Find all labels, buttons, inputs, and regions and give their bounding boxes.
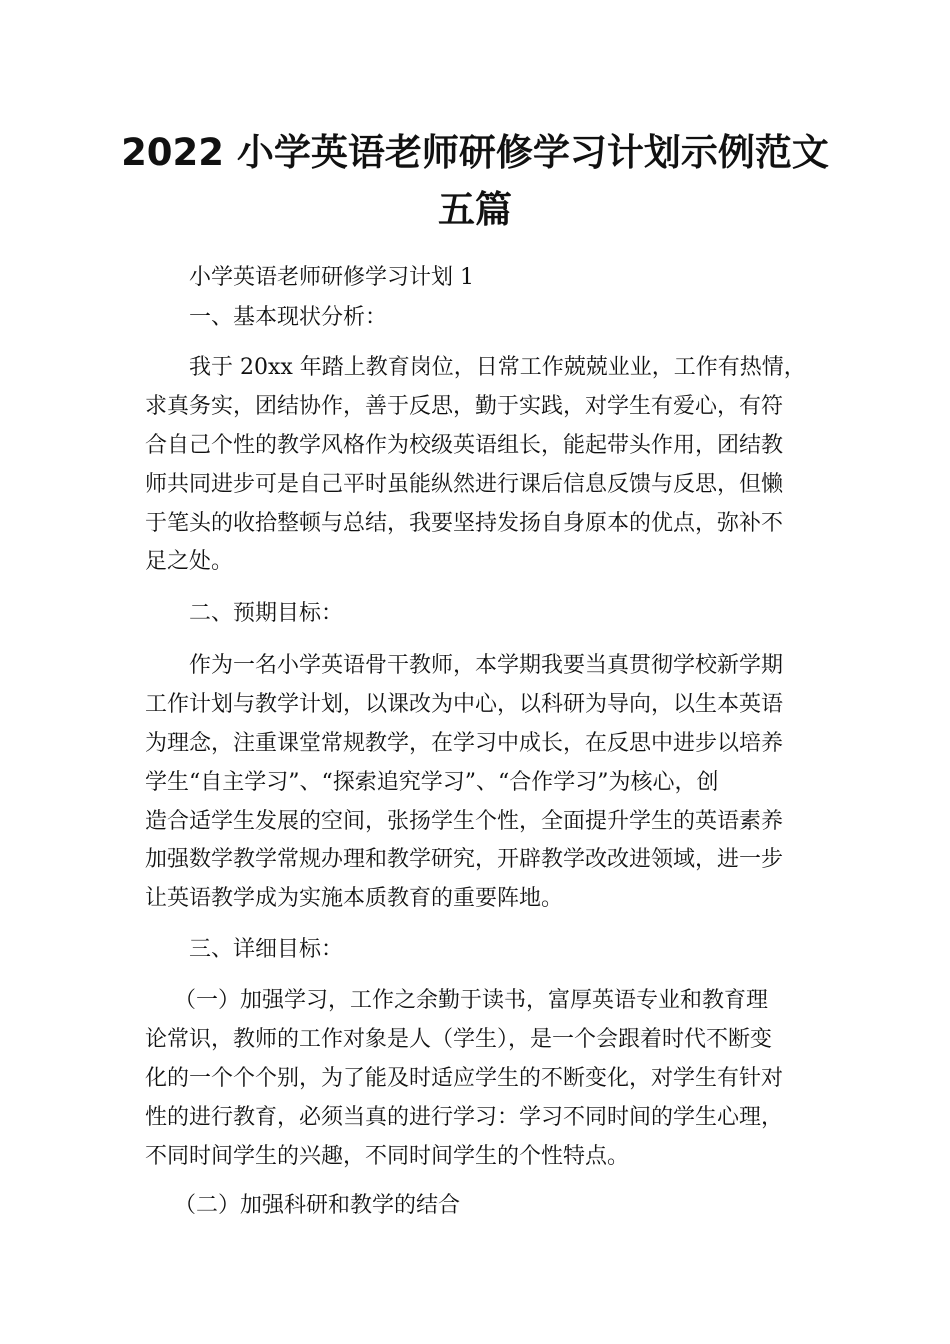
section-3-item-1-paragraph	[145, 982, 805, 1176]
section-3-heading: 三、详细目标：	[189, 937, 344, 962]
paragraph-line: 工作计划与教学计划，以课改为中心，以科研为导向，以生本英语	[145, 691, 784, 717]
paragraph-line: 足之处。	[145, 549, 234, 575]
paragraph-line: 为理念，注重课堂常规教学，在学习中成长，在反思中进步以培养	[145, 730, 784, 756]
paragraph-line: 造合适学生发展的空间，张扬学生个性，全面提升学生的英语素养	[145, 808, 784, 834]
section-2-paragraph	[145, 647, 805, 919]
paragraph-line: 让英语教学成为实施本质教育的重要阵地。	[145, 886, 564, 912]
paragraph-line: 我于 20xx 年踏上教育岗位，日常工作兢兢业业，工作有热情，	[189, 355, 806, 380]
section-1-paragraph	[145, 349, 805, 582]
paragraph-line: 加强数学教学常规办理和教学研究，开辟教学改改进领域，进一步	[145, 847, 784, 873]
paragraph-line: 求真务实，团结协作，善于反思，勤于实践，对学生有爱心，有符	[145, 393, 784, 419]
paragraph-line: 作为一名小学英语骨干教师，本学期我要当真贯彻学校新学期	[189, 653, 784, 678]
paragraph-line: 性的进行教育，必须当真的进行学习：学习不同时间的学生心理，	[145, 1104, 784, 1130]
document-title-line-2: 五篇	[438, 188, 512, 231]
paragraph-line: 不同时间学生的兴趣，不同时间学生的个性特点。	[145, 1143, 630, 1169]
section-1-heading: 一、基本现状分析：	[189, 305, 388, 330]
paragraph-line: 师共同进步可是自己平时虽能纵然进行课后信息反馈与反思，但懒	[145, 471, 784, 497]
paragraph-line: 化的一个个个别，为了能及时适应学生的不断变化，对学生有针对	[145, 1065, 784, 1091]
paragraph-line: 合自己个性的教学风格作为校级英语组长，能起带头作用，团结教	[145, 432, 784, 458]
paragraph-line: 学生“自主学习”、“探索追究学习”、“合作学习”为核心，创	[145, 769, 719, 795]
document-title-line-1: 2022 小学英语老师研修学习计划示例范文	[121, 131, 829, 174]
section-3-item-2-heading: （二）加强科研和教学的结合	[174, 1193, 461, 1218]
paragraph-line: 论常识，教师的工作对象是人（学生），是一个会跟着时代不断变	[145, 1026, 773, 1052]
plan-subtitle: 小学英语老师研修学习计划 1	[189, 265, 474, 290]
section-2-heading: 二、预期目标：	[189, 601, 344, 626]
paragraph-line: 于笔头的收拾整顿与总结，我要坚持发扬自身原本的优点，弥补不	[145, 510, 784, 536]
paragraph-line: （一）加强学习，工作之余勤于读书，富厚英语专业和教育理	[174, 988, 769, 1013]
